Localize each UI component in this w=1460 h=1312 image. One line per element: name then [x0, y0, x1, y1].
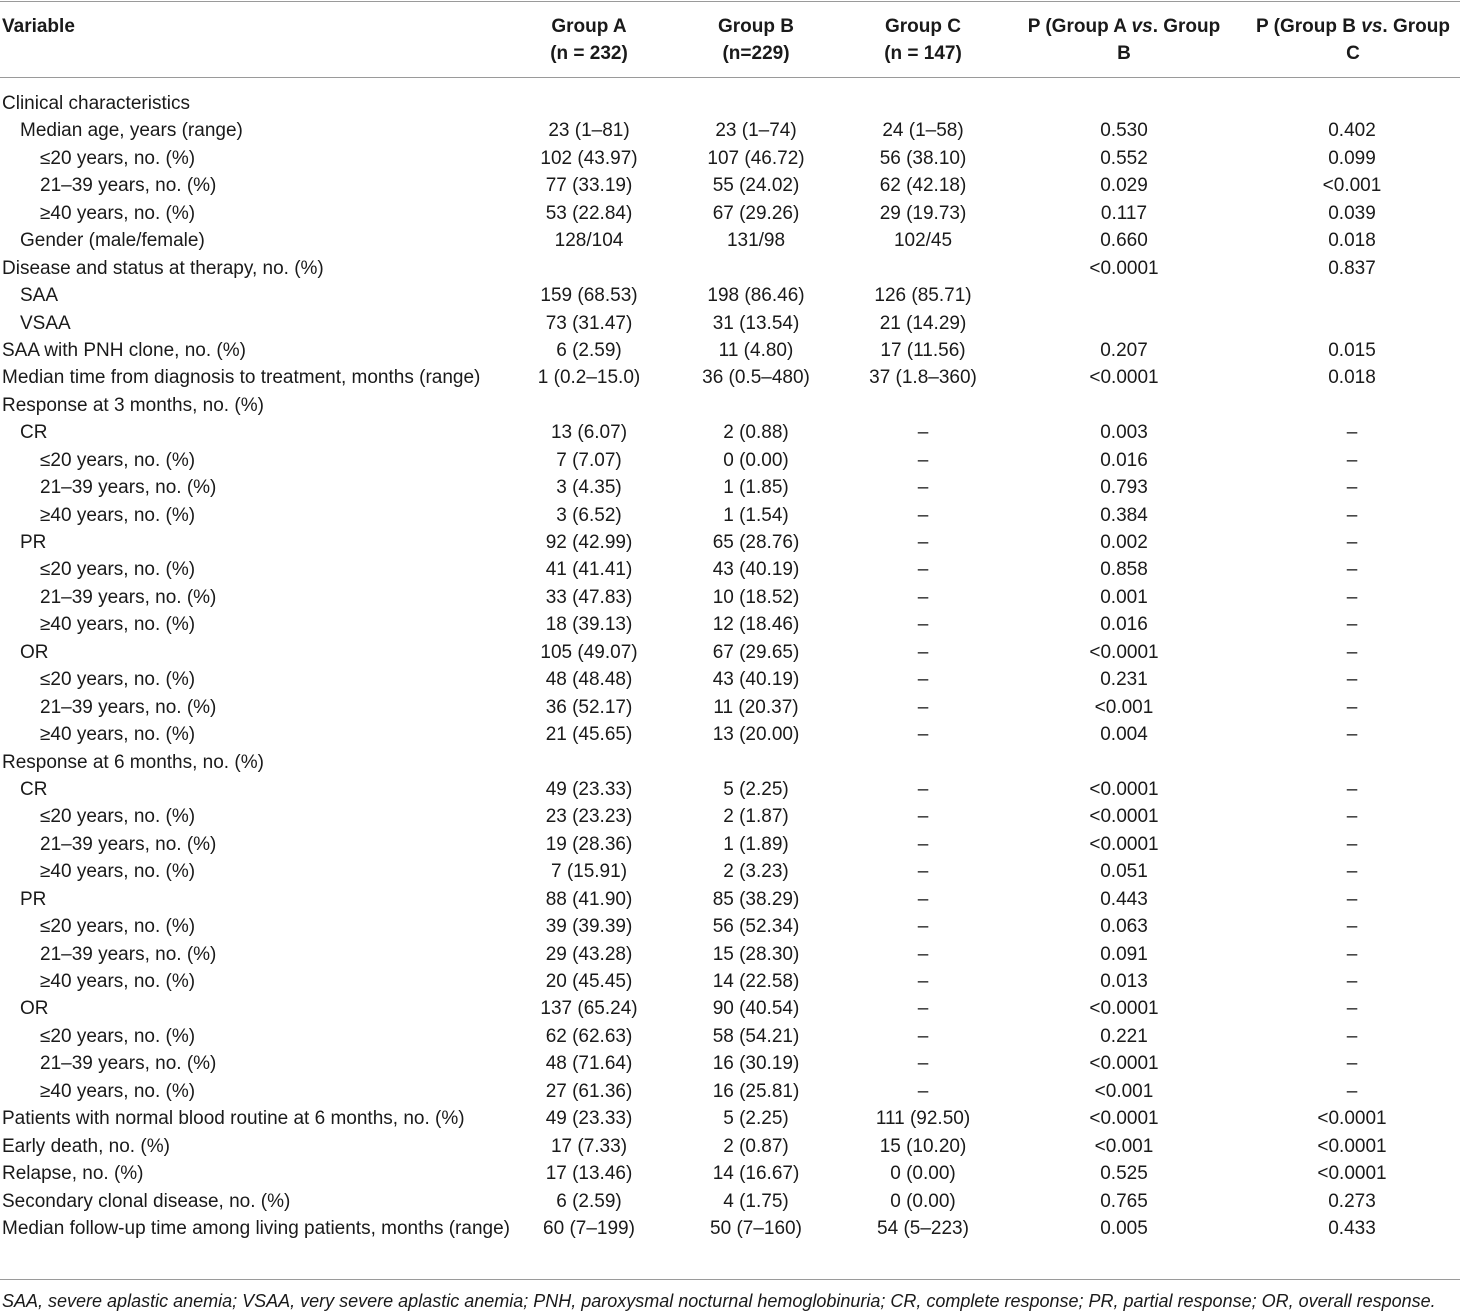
cell-group-a: 3 (4.35)	[556, 477, 622, 499]
cell-group-a: 18 (39.13)	[545, 614, 633, 636]
cell-group-b: 43 (40.19)	[712, 669, 800, 691]
cell-group-b: 1 (1.54)	[723, 504, 789, 526]
cell-p-a-vs-b: <0.0001	[1089, 1108, 1159, 1130]
table-row	[0, 1188, 1460, 1215]
cell-group-c: 0 (0.00)	[890, 1190, 956, 1212]
cell-p-b-vs-c: –	[1346, 943, 1358, 965]
cell-p-b-vs-c: –	[1346, 477, 1358, 499]
cell-group-c: 15 (10.20)	[879, 1135, 967, 1157]
cell-group-c: –	[917, 806, 929, 828]
cell-p-a-vs-b: 0.091	[1100, 943, 1148, 965]
table-row	[0, 639, 1460, 666]
cell-group-b: 198 (86.46)	[707, 285, 805, 307]
row-label: 21–39 years, no. (%)	[40, 696, 217, 718]
cell-p-a-vs-b: <0.0001	[1089, 833, 1159, 855]
cell-group-a: 49 (23.33)	[545, 778, 633, 800]
cell-group-c: 37 (1.8–360)	[869, 367, 977, 389]
cell-group-b: 12 (18.46)	[712, 614, 800, 636]
cell-group-b: 67 (29.26)	[712, 202, 800, 224]
cell-group-c: –	[917, 477, 929, 499]
cell-p-b-vs-c: 0.433	[1328, 1217, 1376, 1239]
header-group-b-name: Group B	[718, 16, 794, 37]
table-row	[0, 749, 1460, 776]
cell-p-b-vs-c: –	[1346, 778, 1358, 800]
cell-group-a: 39 (39.39)	[545, 916, 633, 938]
row-label: 21–39 years, no. (%)	[40, 477, 217, 499]
cell-p-a-vs-b: <0.0001	[1089, 1053, 1159, 1075]
cell-p-b-vs-c: –	[1346, 861, 1358, 883]
table-row	[0, 611, 1460, 638]
cell-group-c: –	[917, 422, 929, 444]
cell-group-c: –	[917, 449, 929, 471]
cell-group-a: 105 (49.07)	[540, 641, 638, 663]
table-row	[0, 776, 1460, 803]
cell-p-a-vs-b: 0.660	[1100, 230, 1148, 252]
header-group-c-n: (n = 147)	[884, 43, 962, 64]
cell-group-b: 16 (25.81)	[712, 1080, 800, 1102]
row-label: Early death, no. (%)	[2, 1135, 170, 1157]
cell-group-a: 23 (1–81)	[548, 120, 630, 142]
table-row	[0, 117, 1460, 144]
cell-group-b: 14 (22.58)	[712, 971, 800, 992]
cell-group-c: 21 (14.29)	[879, 312, 967, 334]
cell-p-b-vs-c: –	[1346, 971, 1358, 992]
cell-group-a: 1 (0.2–15.0)	[537, 367, 641, 389]
header-group-b-n: (n=229)	[722, 43, 790, 64]
table-row	[0, 666, 1460, 693]
cell-p-a-vs-b: <0.0001	[1089, 257, 1159, 279]
table-row	[0, 364, 1460, 391]
cell-p-b-vs-c: –	[1346, 998, 1358, 1020]
table-row	[0, 1050, 1460, 1077]
table-row	[0, 337, 1460, 364]
row-label: 21–39 years, no. (%)	[40, 586, 217, 608]
table-row	[0, 886, 1460, 913]
cell-p-a-vs-b: <0.0001	[1089, 778, 1159, 800]
table-row	[0, 172, 1460, 199]
row-label: Median age, years (range)	[20, 120, 243, 142]
cell-group-b: 90 (40.54)	[712, 998, 800, 1020]
cell-p-b-vs-c: –	[1346, 669, 1358, 691]
cell-p-a-vs-b: 0.443	[1100, 888, 1148, 910]
cell-p-b-vs-c: –	[1346, 916, 1358, 938]
cell-group-a: 62 (62.63)	[545, 1025, 633, 1047]
cell-group-c: –	[917, 559, 929, 581]
header-p-ab-post: . Group	[1152, 16, 1221, 37]
row-label: ≤20 years, no. (%)	[40, 1025, 196, 1047]
cell-group-b: 23 (1–74)	[715, 120, 797, 142]
header-p-b-vs-c	[1243, 13, 1460, 67]
cell-p-b-vs-c: 0.039	[1328, 202, 1376, 224]
cell-group-a: 17 (13.46)	[545, 1163, 633, 1185]
cell-p-b-vs-c: 0.018	[1328, 367, 1376, 389]
row-label: ≤20 years, no. (%)	[40, 916, 196, 938]
row-label: ≥40 years, no. (%)	[40, 504, 196, 526]
table-row	[0, 858, 1460, 885]
cell-p-a-vs-b: 0.004	[1100, 724, 1148, 746]
cell-p-a-vs-b: 0.001	[1100, 586, 1148, 608]
cell-p-a-vs-b: 0.765	[1100, 1190, 1148, 1212]
cell-group-a: 49 (23.33)	[545, 1108, 633, 1130]
row-label: Patients with normal blood routine at 6 months, no. (%)	[2, 1108, 465, 1130]
cell-p-b-vs-c: 0.015	[1328, 339, 1376, 361]
cell-p-a-vs-b: 0.117	[1100, 202, 1148, 224]
cell-group-a: 6 (2.59)	[556, 1190, 622, 1212]
cell-group-a: 159 (68.53)	[540, 285, 638, 307]
cell-group-c: –	[917, 861, 929, 883]
table-row	[0, 529, 1460, 556]
cell-group-c: 126 (85.71)	[874, 285, 972, 307]
table-row	[0, 694, 1460, 721]
cell-p-a-vs-b: <0.001	[1094, 1135, 1154, 1157]
cell-group-c: 17 (11.56)	[880, 339, 966, 361]
row-label: ≤20 years, no. (%)	[40, 147, 196, 169]
table-row	[0, 474, 1460, 501]
table-footnote: SAA, severe aplastic anemia; VSAA, very severe aplastic anemia; PNH, paroxysmal nocturnal hemoglobinuria; CR, complete response; PR, partial response; OR, overall response.	[2, 1291, 1436, 1311]
table-header-rule	[0, 77, 1460, 78]
row-label: SAA	[20, 285, 59, 307]
cell-p-b-vs-c: –	[1346, 1053, 1358, 1075]
header-p-bc-line2: C	[1346, 43, 1360, 64]
cell-group-b: 5 (2.25)	[723, 778, 789, 800]
cell-group-c: –	[917, 971, 929, 992]
cell-group-c: 111 (92.50)	[875, 1108, 971, 1130]
cell-group-a: 21 (45.65)	[545, 724, 633, 746]
cell-group-a: 29 (43.28)	[545, 943, 633, 965]
table-row	[0, 831, 1460, 858]
cell-p-b-vs-c: 0.018	[1328, 230, 1376, 252]
table-body	[0, 90, 1460, 1269]
row-label: 21–39 years, no. (%)	[40, 943, 217, 965]
row-label: Gender (male/female)	[20, 230, 205, 252]
row-label: ≤20 years, no. (%)	[40, 559, 196, 581]
table-row	[0, 1023, 1460, 1050]
table-row	[0, 1078, 1460, 1105]
cell-group-a: 88 (41.90)	[545, 888, 633, 910]
cell-group-a: 53 (22.84)	[545, 202, 633, 224]
cell-group-b: 58 (54.21)	[712, 1025, 800, 1047]
cell-group-b: 67 (29.65)	[712, 641, 800, 663]
cell-p-a-vs-b: 0.005	[1100, 1217, 1148, 1239]
cell-group-c: 54 (5–223)	[877, 1217, 969, 1239]
cell-p-b-vs-c: <0.0001	[1317, 1108, 1387, 1130]
cell-group-a: 13 (6.07)	[550, 422, 628, 444]
header-group-a	[518, 13, 660, 67]
cell-group-a: 19 (28.36)	[545, 833, 633, 855]
header-group-c-name: Group C	[885, 16, 961, 37]
cell-p-a-vs-b: 0.525	[1100, 1163, 1148, 1185]
cell-p-b-vs-c: <0.001	[1322, 175, 1382, 197]
cell-p-b-vs-c: <0.0001	[1317, 1135, 1387, 1157]
row-label: 21–39 years, no. (%)	[40, 175, 217, 197]
cell-group-b: 16 (30.19)	[712, 1053, 800, 1075]
row-label: 21–39 years, no. (%)	[40, 1053, 217, 1075]
cell-p-a-vs-b: <0.0001	[1089, 806, 1159, 828]
table-row	[0, 255, 1460, 282]
cell-p-a-vs-b: 0.221	[1100, 1025, 1148, 1047]
table-top-rule	[0, 1, 1460, 2]
row-label: OR	[20, 998, 49, 1020]
cell-p-a-vs-b: <0.0001	[1089, 367, 1159, 389]
cell-group-b: 85 (38.29)	[712, 888, 800, 910]
table-row	[0, 392, 1460, 419]
cell-group-a: 102 (43.97)	[540, 147, 638, 169]
row-label: Clinical characteristics	[2, 93, 190, 114]
cell-p-a-vs-b: 0.002	[1100, 532, 1148, 553]
row-label: Response at 3 months, no. (%)	[2, 394, 264, 416]
cell-group-a: 3 (6.52)	[556, 504, 622, 526]
cell-p-b-vs-c: –	[1346, 586, 1358, 608]
cell-group-c: –	[917, 669, 929, 691]
cell-p-a-vs-b: <0.001	[1094, 1080, 1154, 1102]
cell-group-c: –	[917, 1080, 929, 1102]
header-variable: Variable	[2, 16, 75, 37]
table-row	[0, 145, 1460, 172]
cell-group-b: 2 (0.88)	[723, 422, 789, 444]
cell-group-a: 6 (2.59)	[556, 339, 622, 361]
cell-group-c: 24 (1–58)	[882, 120, 964, 142]
table-row	[0, 1105, 1460, 1132]
cell-p-a-vs-b: 0.003	[1100, 422, 1148, 444]
row-label: ≤20 years, no. (%)	[40, 449, 196, 471]
table-row	[0, 803, 1460, 830]
cell-p-b-vs-c: 0.099	[1328, 147, 1376, 169]
cell-group-c: –	[917, 532, 929, 553]
cell-group-b: 10 (18.52)	[712, 586, 800, 608]
header-p-ab-line2: B	[1117, 43, 1131, 64]
cell-p-b-vs-c: –	[1346, 724, 1358, 746]
cell-p-a-vs-b: 0.552	[1100, 147, 1148, 169]
cell-p-b-vs-c: –	[1346, 833, 1358, 855]
header-group-a-n: (n = 232)	[550, 43, 628, 64]
cell-group-b: 15 (28.30)	[712, 943, 800, 965]
row-label: 21–39 years, no. (%)	[40, 833, 217, 855]
header-p-ab-vs: vs	[1131, 16, 1153, 37]
table-row	[0, 995, 1460, 1022]
row-label: ≥40 years, no. (%)	[40, 724, 196, 746]
cell-group-a: 77 (33.19)	[545, 175, 633, 197]
table-row	[0, 310, 1460, 337]
row-label: Relapse, no. (%)	[2, 1163, 144, 1185]
cell-group-a: 41 (41.41)	[545, 559, 633, 581]
cell-group-a: 137 (65.24)	[540, 998, 638, 1020]
cell-group-c: –	[917, 724, 929, 746]
cell-p-b-vs-c: –	[1346, 559, 1358, 581]
cell-p-a-vs-b: 0.207	[1100, 339, 1148, 361]
row-label: ≥40 years, no. (%)	[40, 861, 196, 883]
cell-group-c: –	[917, 641, 929, 663]
table-row	[0, 941, 1460, 968]
cell-p-b-vs-c: –	[1346, 422, 1358, 444]
row-label: PR	[20, 888, 47, 910]
cell-group-b: 1 (1.89)	[723, 833, 789, 855]
cell-group-c: –	[917, 888, 929, 910]
cell-p-b-vs-c: –	[1346, 532, 1358, 553]
cell-group-b: 31 (13.54)	[712, 312, 800, 334]
cell-p-a-vs-b: 0.013	[1100, 971, 1148, 992]
cell-group-b: 55 (24.02)	[712, 175, 800, 197]
table-row	[0, 419, 1460, 446]
cell-group-c: 29 (19.73)	[879, 202, 967, 224]
cell-group-b: 2 (0.87)	[723, 1135, 789, 1157]
cell-group-c: –	[917, 586, 929, 608]
cell-group-b: 1 (1.85)	[723, 477, 789, 499]
row-label: Median follow-up time among living patients, months (range)	[2, 1217, 510, 1239]
table-row	[0, 584, 1460, 611]
cell-group-c: –	[917, 1025, 929, 1047]
cell-group-b: 0 (0.00)	[723, 449, 789, 471]
cell-p-b-vs-c: –	[1346, 696, 1358, 718]
row-label: ≥40 years, no. (%)	[40, 971, 196, 992]
cell-p-b-vs-c: –	[1346, 641, 1358, 663]
cell-p-b-vs-c: 0.837	[1328, 257, 1376, 279]
cell-group-c: –	[917, 696, 929, 718]
row-label: VSAA	[20, 312, 71, 334]
cell-p-a-vs-b: <0.0001	[1089, 641, 1159, 663]
table-row	[0, 227, 1460, 254]
cell-group-b: 11 (4.80)	[718, 339, 794, 361]
cell-group-c: –	[917, 1053, 929, 1075]
table-row	[0, 968, 1460, 995]
row-label: ≥40 years, no. (%)	[40, 1080, 196, 1102]
cell-group-a: 17 (7.33)	[550, 1135, 628, 1157]
cell-p-a-vs-b: 0.029	[1100, 175, 1148, 197]
cell-group-a: 33 (47.83)	[545, 586, 633, 608]
table-row	[0, 90, 1460, 117]
cell-group-c: –	[917, 504, 929, 526]
header-p-bc-vs: vs	[1361, 16, 1383, 37]
header-p-bc-pre: P (Group B	[1256, 16, 1362, 37]
cell-group-c: –	[917, 778, 929, 800]
row-label: Disease and status at therapy, no. (%)	[2, 257, 324, 279]
header-group-c	[852, 13, 994, 67]
cell-group-c: –	[917, 916, 929, 938]
cell-group-a: 60 (7–199)	[543, 1217, 635, 1239]
header-p-a-vs-b	[1014, 13, 1234, 67]
row-label: ≥40 years, no. (%)	[40, 614, 196, 636]
cell-p-a-vs-b: <0.0001	[1089, 998, 1159, 1020]
cell-group-b: 36 (0.5–480)	[702, 367, 810, 389]
cell-p-a-vs-b: 0.051	[1100, 861, 1148, 883]
row-label: Secondary clonal disease, no. (%)	[2, 1190, 291, 1212]
cell-group-c: 102/45	[893, 230, 953, 252]
cell-group-a: 48 (71.64)	[545, 1053, 633, 1075]
row-label: ≤20 years, no. (%)	[40, 669, 196, 691]
row-label: Median time from diagnosis to treatment, months (range)	[2, 367, 481, 389]
row-label: Response at 6 months, no. (%)	[2, 751, 264, 773]
table-row	[0, 556, 1460, 583]
cell-group-b: 5 (2.25)	[723, 1108, 789, 1130]
cell-group-c: –	[917, 998, 929, 1020]
table-row	[0, 502, 1460, 529]
row-label: CR	[20, 778, 48, 800]
cell-p-a-vs-b: 0.793	[1100, 477, 1148, 499]
cell-p-b-vs-c: –	[1346, 888, 1358, 910]
cell-group-a: 20 (45.45)	[545, 971, 633, 992]
cell-group-b: 131/98	[726, 230, 786, 252]
cell-p-b-vs-c: –	[1346, 614, 1358, 636]
cell-p-b-vs-c: –	[1346, 1080, 1358, 1102]
cell-group-b: 2 (1.87)	[723, 806, 789, 828]
cell-group-c: –	[917, 943, 929, 965]
cell-group-b: 11 (20.37)	[713, 696, 799, 718]
table-row	[0, 1133, 1460, 1160]
cell-group-a: 7 (15.91)	[550, 861, 628, 883]
row-label: CR	[20, 422, 48, 444]
row-label: ≤20 years, no. (%)	[40, 806, 196, 828]
cell-group-a: 27 (61.36)	[545, 1080, 633, 1102]
row-label: OR	[20, 641, 49, 663]
cell-p-a-vs-b: 0.016	[1100, 614, 1148, 636]
cell-p-b-vs-c: 0.402	[1328, 120, 1376, 142]
cell-group-b: 13 (20.00)	[712, 724, 800, 746]
cell-p-b-vs-c: –	[1346, 806, 1358, 828]
table-row	[0, 282, 1460, 309]
table-row	[0, 200, 1460, 227]
cell-group-a: 73 (31.47)	[545, 312, 633, 334]
table-row	[0, 1215, 1460, 1269]
cell-group-b: 50 (7–160)	[710, 1217, 802, 1239]
cell-p-a-vs-b: 0.231	[1100, 669, 1148, 691]
cell-group-c: 62 (42.18)	[879, 175, 967, 197]
cell-p-b-vs-c: –	[1346, 504, 1358, 526]
table-row	[0, 721, 1460, 748]
cell-group-c: –	[917, 614, 929, 636]
cell-group-c: –	[917, 833, 929, 855]
cell-p-a-vs-b: 0.530	[1100, 120, 1148, 142]
cell-group-c: 56 (38.10)	[879, 147, 967, 169]
cell-group-b: 14 (16.67)	[712, 1163, 800, 1185]
cell-group-a: 128/104	[554, 230, 624, 252]
cell-group-c: 0 (0.00)	[890, 1163, 956, 1185]
cell-group-b: 56 (52.34)	[712, 916, 800, 938]
cell-group-b: 43 (40.19)	[712, 559, 800, 581]
cell-group-b: 65 (28.76)	[712, 532, 800, 553]
cell-p-a-vs-b: 0.016	[1100, 449, 1148, 471]
cell-p-b-vs-c: –	[1346, 1025, 1358, 1047]
cell-p-b-vs-c: <0.0001	[1317, 1163, 1387, 1185]
cell-group-b: 4 (1.75)	[723, 1190, 789, 1212]
cell-group-a: 36 (52.17)	[545, 696, 633, 718]
cell-group-a: 7 (7.07)	[556, 449, 622, 471]
header-p-ab-pre: P (Group A	[1027, 16, 1132, 37]
cell-p-a-vs-b: 0.063	[1100, 916, 1148, 938]
table-row	[0, 1160, 1460, 1187]
cell-group-a: 92 (42.99)	[545, 532, 633, 553]
header-group-b	[685, 13, 827, 67]
row-label: PR	[20, 532, 47, 553]
cell-p-b-vs-c: –	[1346, 449, 1358, 471]
cell-p-a-vs-b: 0.384	[1100, 504, 1148, 526]
table-bottom-rule	[0, 1279, 1460, 1280]
table-row	[0, 447, 1460, 474]
cell-p-a-vs-b: 0.858	[1100, 559, 1148, 581]
header-p-bc-post: . Group	[1382, 16, 1450, 37]
cell-group-a: 23 (23.23)	[545, 806, 633, 828]
cell-group-b: 107 (46.72)	[707, 147, 805, 169]
cell-group-a: 48 (48.48)	[545, 669, 633, 691]
row-label: ≥40 years, no. (%)	[40, 202, 196, 224]
cell-p-a-vs-b: <0.001	[1094, 696, 1154, 718]
header-group-a-name: Group A	[551, 16, 627, 37]
table-row	[0, 913, 1460, 940]
row-label: SAA with PNH clone, no. (%)	[2, 339, 246, 361]
cell-p-b-vs-c: 0.273	[1328, 1190, 1376, 1212]
cell-group-b: 2 (3.23)	[723, 861, 789, 883]
